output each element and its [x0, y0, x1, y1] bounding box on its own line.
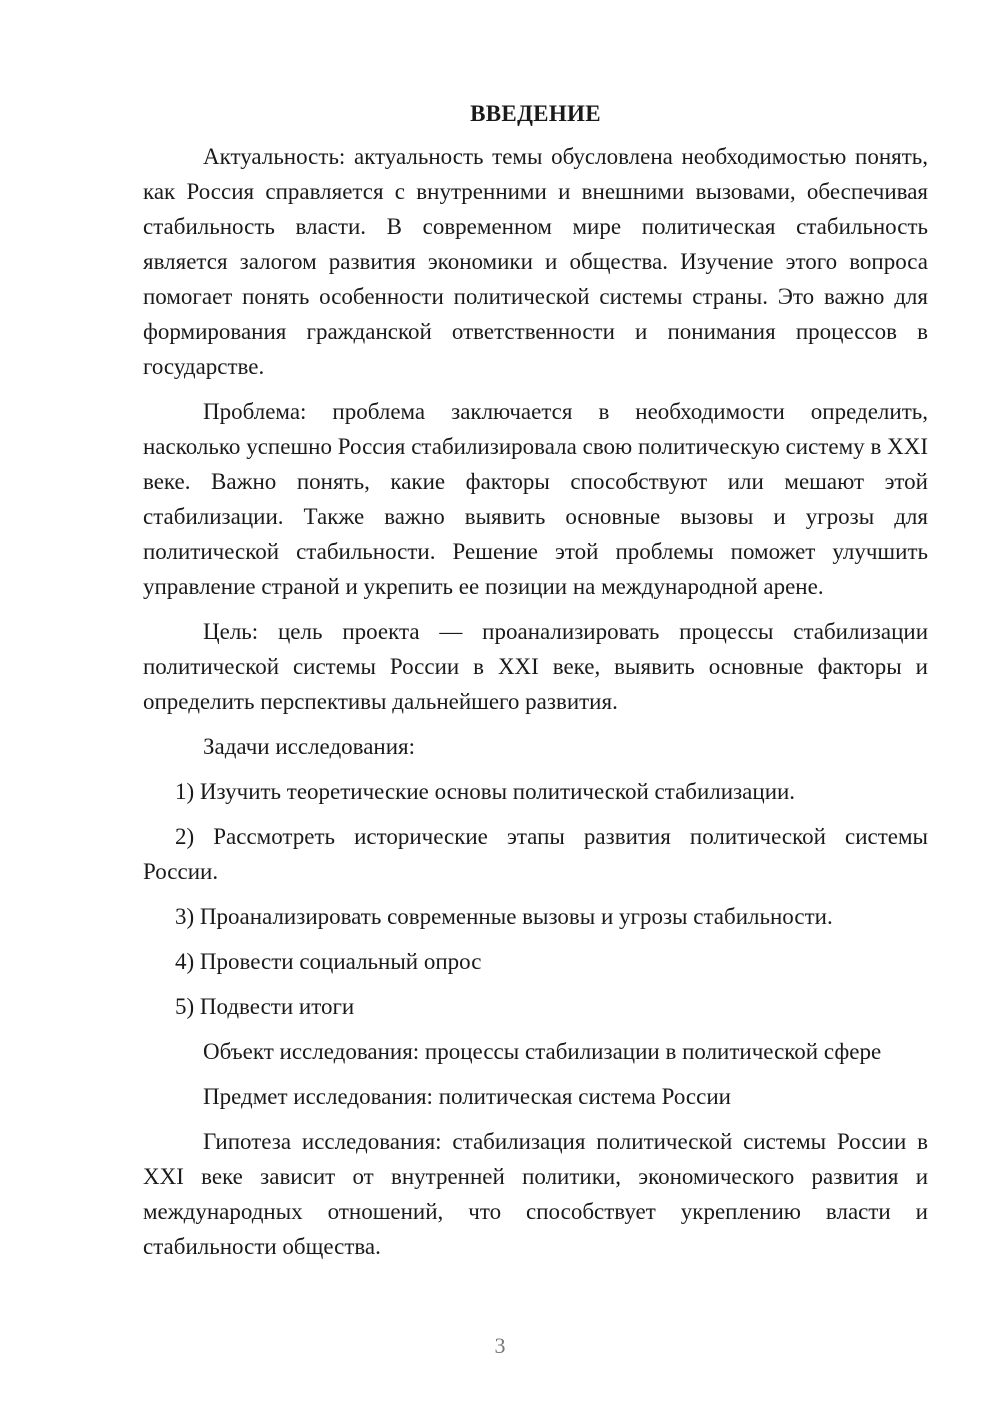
task-item: 5) Подвести итоги — [175, 994, 355, 1019]
task-item: 1) Изучить теоретические основы политической стабилизации. — [175, 779, 796, 804]
hypothesis-paragraph: Гипотеза исследования: стабилизация политической системы России в XXI веке зависит от внутренней политики, экономического развития и международных отношений, что способствует укреплению власти и стабильности общества. — [143, 1129, 928, 1259]
task-item: 2) Рассмотреть исторические этапы развития политической системы России. — [143, 824, 928, 884]
page-number: 3 — [494, 1333, 506, 1358]
problem-paragraph: Проблема: проблема заключается в необходимости определить, насколько успешно Россия стабилизировала свою политическую систему в XXI веке. Важно понять, какие факторы способствуют или мешают этой стабилизации. Также важно выявить основные вызовы и угрозы для политической стабильности. Решение этой проблемы поможет улучшить управление страной и укрепить ее позиции на международной арене. — [143, 399, 928, 599]
subject-paragraph: Предмет исследования: политическая система России — [203, 1084, 731, 1109]
task-item: 4) Провести социальный опрос — [175, 949, 482, 974]
page-title: ВВЕДЕНИЕ — [470, 101, 601, 126]
task-item: 3) Проанализировать современные вызовы и угрозы стабильности. — [175, 904, 833, 929]
relevance-paragraph: Актуальность: актуальность темы обусловлена необходимостью понять, как Россия справляется с внутренними и внешними вызовами, обеспечивая стабильность власти. В современном мире политическая стабильность является залогом развития экономики и общества. Изучение этого вопроса помогает понять особенности политической системы страны. Это важно для формирования гражданской ответственности и понимания процессов в государстве. — [143, 144, 928, 379]
goal-paragraph: Цель: цель проекта — проанализировать процессы стабилизации политической системы России в XXI веке, выявить основные факторы и определить перспективы дальнейшего развития. — [143, 619, 928, 714]
tasks-heading: Задачи исследования: — [203, 734, 416, 759]
page-content — [143, 96, 928, 1274]
object-paragraph: Объект исследования: процессы стабилизации в политической сфере — [203, 1039, 882, 1064]
